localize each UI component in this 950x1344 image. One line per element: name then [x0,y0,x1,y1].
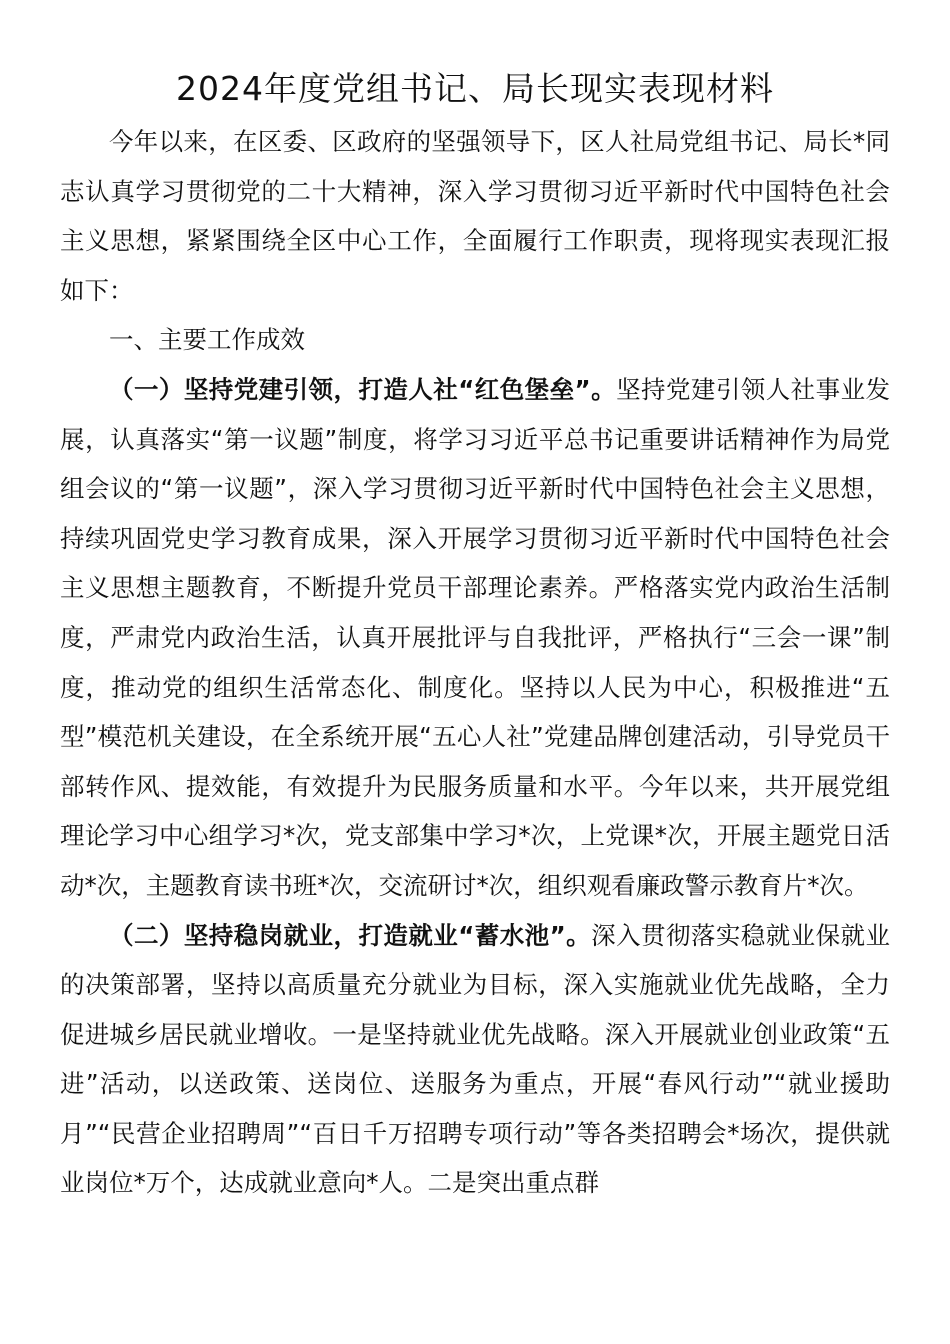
section-heading: 一、主要工作成效 [109,325,305,355]
paragraph-party-building [60,365,890,911]
paragraph-lead: （一）坚持党建引领，打造人社“红色堡垒”。 [109,374,617,404]
intro-paragraph: 今年以来，在区委、区政府的坚强领导下，区人社局党组书记、局长*同志认真学习贯彻党的二十大精神，深入学习贯彻习近平新时代中国特色社会主义思想，紧紧围绕全区中心工作，全面履行工作职责，现将现实表现汇报如下： [60,127,890,305]
document-title: 2024年度党组书记、局长现实表现材料 [176,69,774,108]
paragraph-text: 坚持党建引领人社事业发展，认真落实“第一议题”制度，将学习习近平总书记重要讲话精神作为局党组会议的“第一议题”，深入学习贯彻习近平新时代中国特色社会主义思想，持续巩固党史学习教育成果，深入开展学习贯彻习近平新时代中国特色社会主义思想主题教育，不断提升党员干部理论素养。严格落实党内政治生活制度，严肃党内政治生活，认真开展批评与自我批评，严格执行“三会一课”制度，推动党的组织生活常态化、制度化。坚持以人民为中心，积极推进“五型”模范机关建设，在全系统开展“五心人社”党建品牌创建活动，引导党员干部转作风、提效能，有效提升为民服务质量和水平。今年以来，共开展党组理论学习中心组学习*次，党支部集中学习*次，上党课*次，开展主题党日活动*次，主题教育读书班*次，交流研讨*次，组织观看廉政警示教育片*次。 [60,374,891,900]
document-body [60,117,890,1208]
paragraph-employment [60,911,890,1209]
paragraph-text: 深入贯彻落实稳就业保就业的决策部署，坚持以高质量充分就业为目标，深入实施就业优先战略，全力促进城乡居民就业增收。一是坚持就业优先战略。深入开展就业创业政策“五进”活动，以送政策、送岗位、送服务为重点，开展“春风行动”“就业援助月”“民营企业招聘周”“百日千万招聘专项行动”等各类招聘会*场次，提供就业岗位*万个，达成就业意向*人。二是突出重点群 [60,920,891,1198]
paragraph-lead: （二）坚持稳岗就业，打造就业“蓄水池”。 [109,920,592,950]
